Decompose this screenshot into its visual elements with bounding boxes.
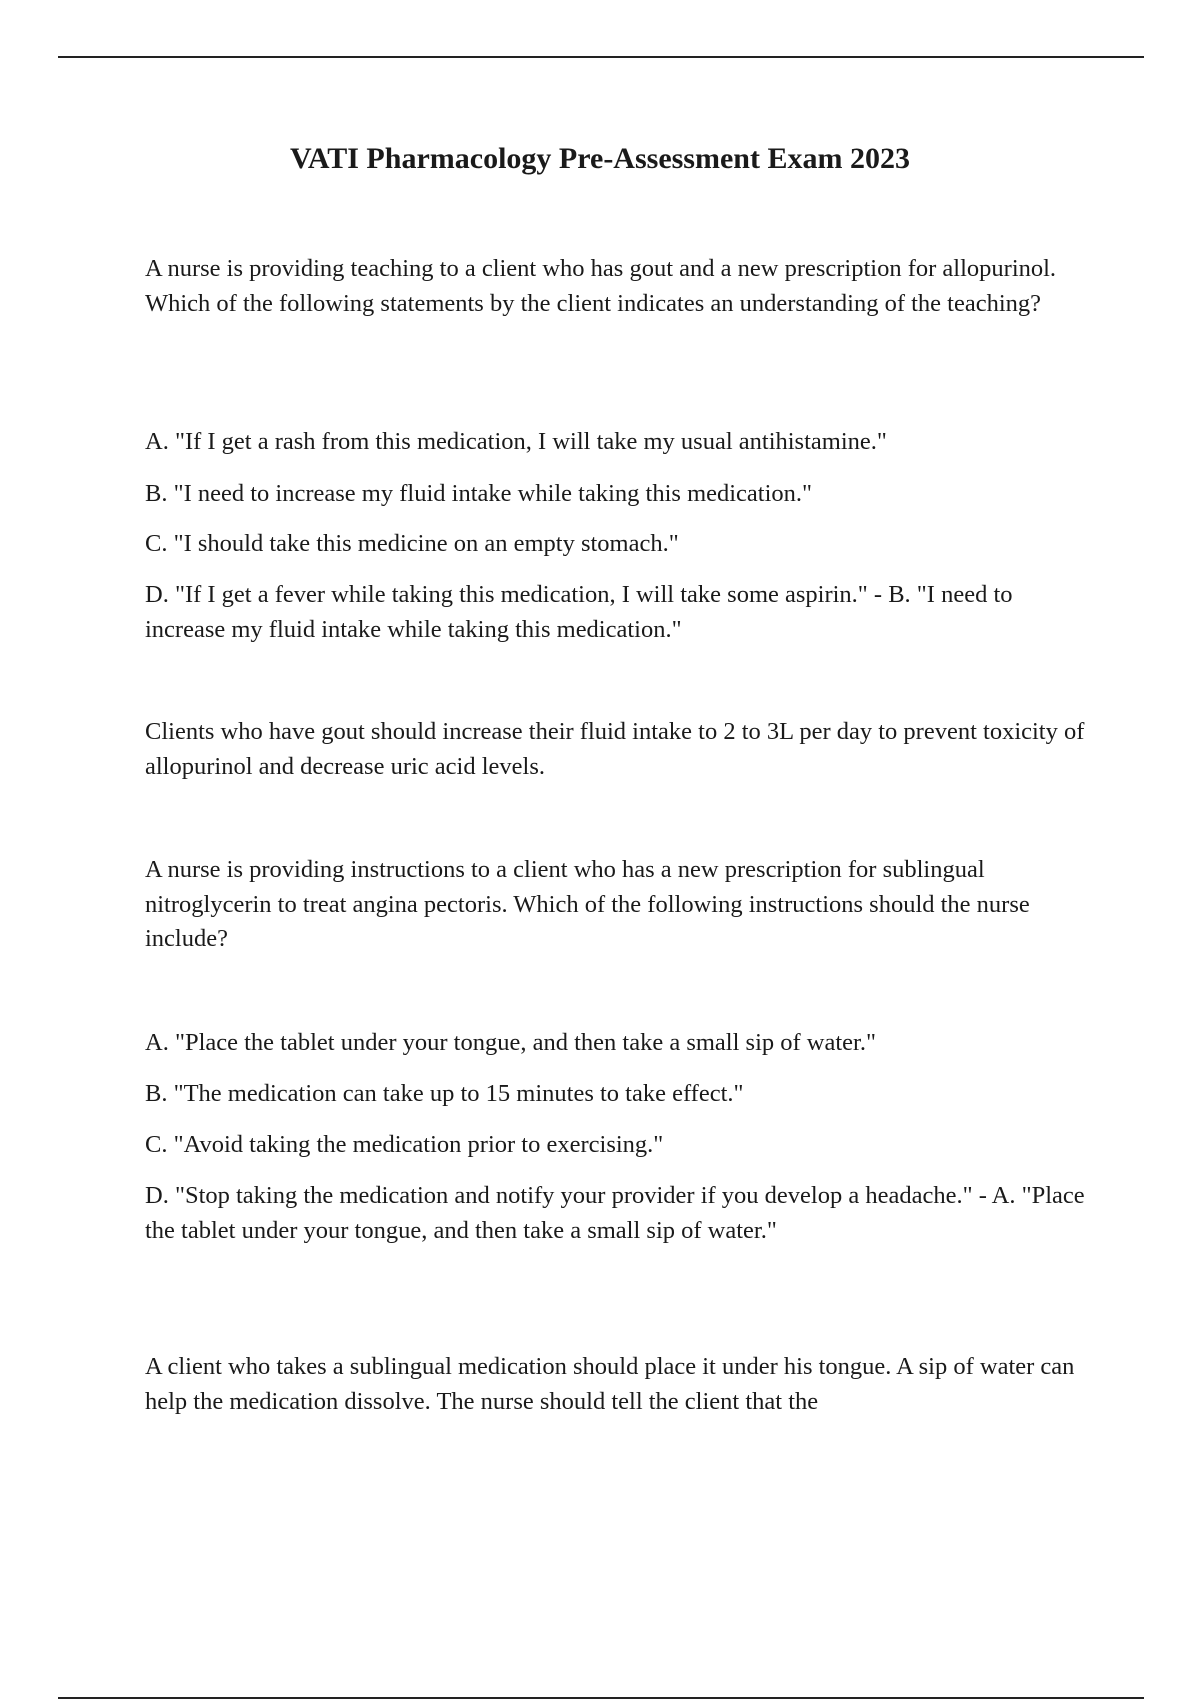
- bottom-divider: [58, 1697, 1144, 1699]
- question-1-option-a: A. "If I get a rash from this medication, I will take my usual antihistamine.": [145, 428, 887, 455]
- page-title: VATI Pharmacology Pre-Assessment Exam 2023: [290, 142, 910, 175]
- question-2-option-d: D. "Stop taking the medication and notify your provider if you develop a headache." - A. "Place the tablet under your tongue, and then take a small sip of water.": [145, 1182, 1085, 1244]
- question-1-rationale: Clients who have gout should increase their fluid intake to 2 to 3L per day to prevent toxicity of allopurinol and decrease uric acid levels.: [145, 718, 1085, 780]
- question-2-rationale: A client who takes a sublingual medication should place it under his tongue. A sip of water can help the medication dissolve. The nurse should tell the client that the: [145, 1353, 1075, 1415]
- question-2-option-a: A. "Place the tablet under your tongue, and then take a small sip of water.": [145, 1029, 876, 1056]
- question-1-option-d: D. "If I get a fever while taking this medication, I will take some aspirin." - B. "I need to increase my fluid intake while taking this medication.": [145, 581, 1013, 643]
- question-2-option-c: C. "Avoid taking the medication prior to exercising.": [145, 1131, 664, 1158]
- question-2-stem: A nurse is providing instructions to a client who has a new prescription for sublingual nitroglycerin to treat angina pectoris. Which of the following instructions should the nurse include?: [145, 856, 1030, 952]
- question-1-stem: A nurse is providing teaching to a client who has gout and a new prescription for allopurinol. Which of the following statements by the client indicates an understanding of the teaching?: [145, 255, 1057, 317]
- top-divider: [58, 56, 1144, 58]
- question-1-option-b: B. "I need to increase my fluid intake while taking this medication.": [145, 480, 813, 507]
- question-2-option-b: B. "The medication can take up to 15 minutes to take effect.": [145, 1080, 744, 1107]
- question-1-option-c: C. "I should take this medicine on an empty stomach.": [145, 530, 679, 557]
